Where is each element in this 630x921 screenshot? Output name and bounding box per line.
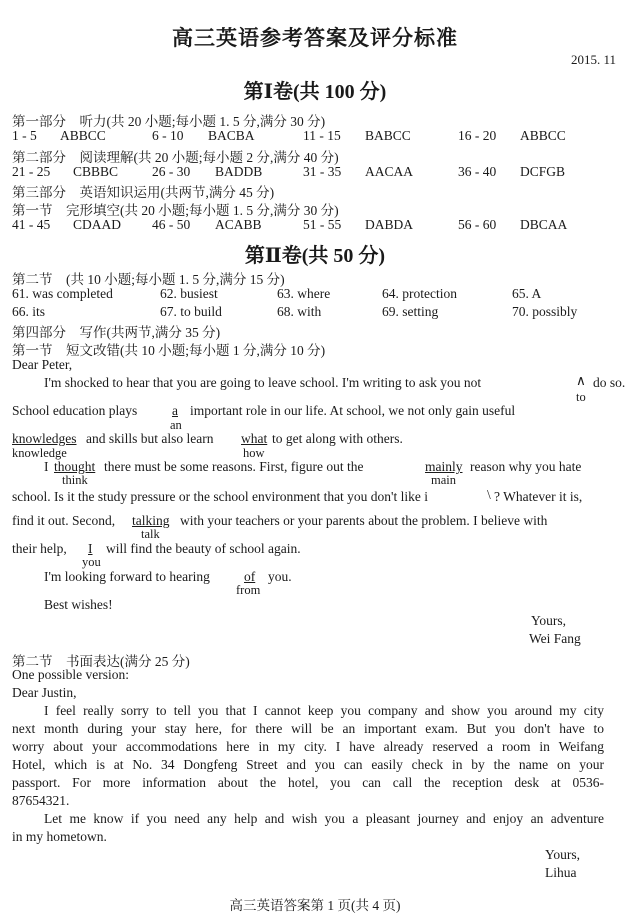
answer-keys: CBBBC — [73, 164, 119, 179]
essay-line: I feel really sorry to tell you that I cannot keep you company and show you around my city — [44, 703, 604, 718]
letter-line: and skills but also learn — [86, 431, 214, 446]
error-word: of — [244, 569, 256, 584]
cloze-title: 第一节 完形填空(共 20 小题;每小题 1. 5 分,满分 30 分) — [12, 203, 339, 218]
answer-keys: BADDB — [215, 164, 263, 179]
essay-line: Let me know if you need any help and wish you a pleasant journey and enjoy an adventure — [44, 811, 604, 826]
error-word: thought — [54, 459, 96, 474]
answer-range: 31 - 35 — [303, 164, 342, 179]
letter-closing: Best wishes! — [44, 597, 113, 612]
writing-title: 第四部分 写作(共两节,满分 35 分) — [12, 325, 221, 340]
page-footer: 高三英语答案第 1 页(共 4 页) — [229, 898, 401, 913]
correction-word: knowledge — [12, 446, 67, 460]
answer-keys: DBCAA — [520, 217, 568, 232]
error-word: knowledges — [12, 431, 77, 446]
correction-word: an — [170, 418, 182, 432]
grammar-answer: 66. its — [12, 304, 46, 319]
grammar-answer: 65. A — [512, 286, 542, 301]
delete-mark: \ — [487, 487, 491, 502]
letter-line: important role in our life. At school, we not only gain useful — [190, 403, 516, 418]
letter-line: you. — [268, 569, 292, 584]
letter-line: reason why you hate — [470, 459, 582, 474]
part2-heading: 第Ⅱ卷(共 50 分) — [244, 245, 386, 267]
essay-line: 87654321. — [12, 793, 70, 808]
correction-title: 第一节 短文改错(共 10 小题;每小题 1 分,满分 10 分) — [12, 343, 326, 358]
grammar-answer: 69. setting — [382, 304, 439, 319]
correction-word: to — [576, 390, 586, 404]
letter-line: will find the beauty of school again. — [106, 541, 301, 556]
answer-range: 16 - 20 — [458, 128, 497, 143]
essay-signer: Lihua — [545, 865, 577, 880]
error-word: I — [88, 541, 93, 556]
essay-title: 第二节 书面表达(满分 25 分) — [12, 654, 190, 669]
letter-line-end: do so. — [593, 375, 626, 390]
answer-keys: DABDA — [365, 217, 414, 232]
answer-keys: CDAAD — [73, 217, 122, 232]
grammar-answer: 61. was completed — [12, 286, 113, 301]
essay-line: Hotel, which is at No. 34 Dongfeng Street and you can easily check in by the name on your — [12, 757, 604, 772]
letter-line: School education plays — [12, 403, 138, 418]
letter-signer: Wei Fang — [529, 631, 581, 646]
letter-line: there must be some reasons. First, figure out the — [104, 459, 364, 474]
essay-line: passport. For more information about the hotel, you can call the reception desk at 0536- — [12, 775, 604, 790]
grammar-answer: 67. to build — [160, 304, 222, 319]
letter-line: I'm shocked to hear that you are going to leave school. I'm writing to ask you not — [44, 375, 482, 390]
correction-word: main — [431, 473, 456, 487]
grammar-answer: 62. busiest — [160, 286, 218, 301]
answer-keys: ACABB — [215, 217, 262, 232]
letter-line: I — [44, 459, 49, 474]
letter-line: school. Is it the study pressure or the school environment that you don't like i — [12, 489, 428, 504]
letter-sign: Yours, — [531, 613, 567, 628]
correction-word: from — [236, 583, 261, 597]
error-word: what — [241, 431, 268, 446]
answer-range: 41 - 45 — [12, 217, 51, 232]
answer-range: 56 - 60 — [458, 217, 497, 232]
error-word: a — [172, 403, 178, 418]
knowledge-title: 第三部分 英语知识运用(共两节,满分 45 分) — [12, 185, 275, 200]
reading-title: 第二部分 阅读理解(共 20 小题;每小题 2 分,满分 40 分) — [12, 150, 339, 165]
grammar-answer: 68. with — [277, 304, 322, 319]
essay-intro: One possible version: — [12, 667, 129, 682]
date: 2015. 11 — [570, 52, 616, 67]
answer-keys: BACBA — [208, 128, 255, 143]
correction-word: talk — [141, 527, 160, 541]
letter-line: their help, — [12, 541, 67, 556]
letter-line: with your teachers or your parents about the problem. I believe with — [180, 513, 548, 528]
letter-line: find it out. Second, — [12, 513, 116, 528]
error-word: mainly — [425, 459, 463, 474]
answer-range: 21 - 25 — [12, 164, 51, 179]
answer-range: 36 - 40 — [458, 164, 497, 179]
insert-mark: ∧ — [576, 373, 586, 388]
answer-keys: ABBCC — [520, 128, 566, 143]
grammar-answer: 64. protection — [382, 286, 457, 301]
answer-range: 11 - 15 — [303, 128, 341, 143]
answer-keys: BABCC — [365, 128, 411, 143]
essay-sign: Yours, — [545, 847, 581, 862]
listening-title: 第一部分 听力(共 20 小题;每小题 1. 5 分,满分 30 分) — [12, 114, 326, 129]
grammar-answer: 63. where — [277, 286, 331, 301]
part1-heading: 第Ⅰ卷(共 100 分) — [243, 81, 387, 103]
answer-keys: DCFGB — [520, 164, 566, 179]
correction-word: think — [62, 473, 88, 487]
answer-range: 6 - 10 — [152, 128, 184, 143]
letter-line: ? Whatever it is, — [494, 489, 583, 504]
answer-range: 1 - 5 — [12, 128, 37, 143]
answer-keys: AACAA — [365, 164, 414, 179]
answer-keys: ABBCC — [60, 128, 106, 143]
essay-line: next month during your stay here, for there will be an important exam. But you don't have to — [12, 721, 604, 736]
essay-line: worry about your accommodations here in my city. I have already reserved a room in Weifang — [12, 739, 604, 754]
correction-word: you — [82, 555, 101, 569]
answer-range: 26 - 30 — [152, 164, 191, 179]
essay-salutation: Dear Justin, — [12, 685, 77, 700]
letter-line: I'm looking forward to hearing — [44, 569, 210, 584]
grammar-answer: 70. possibly — [512, 304, 578, 319]
correction-word: how — [243, 446, 265, 460]
page-title: 高三英语参考答案及评分标准 — [172, 26, 458, 50]
answer-range: 51 - 55 — [303, 217, 342, 232]
essay-line: in my hometown. — [12, 829, 107, 844]
grammar-title: 第二节 (共 10 小题;每小题 1. 5 分,满分 15 分) — [12, 272, 285, 287]
answer-range: 46 - 50 — [152, 217, 191, 232]
error-word: talking — [132, 513, 170, 528]
letter-salutation: Dear Peter, — [12, 357, 73, 372]
letter-line: to get along with others. — [272, 431, 403, 446]
